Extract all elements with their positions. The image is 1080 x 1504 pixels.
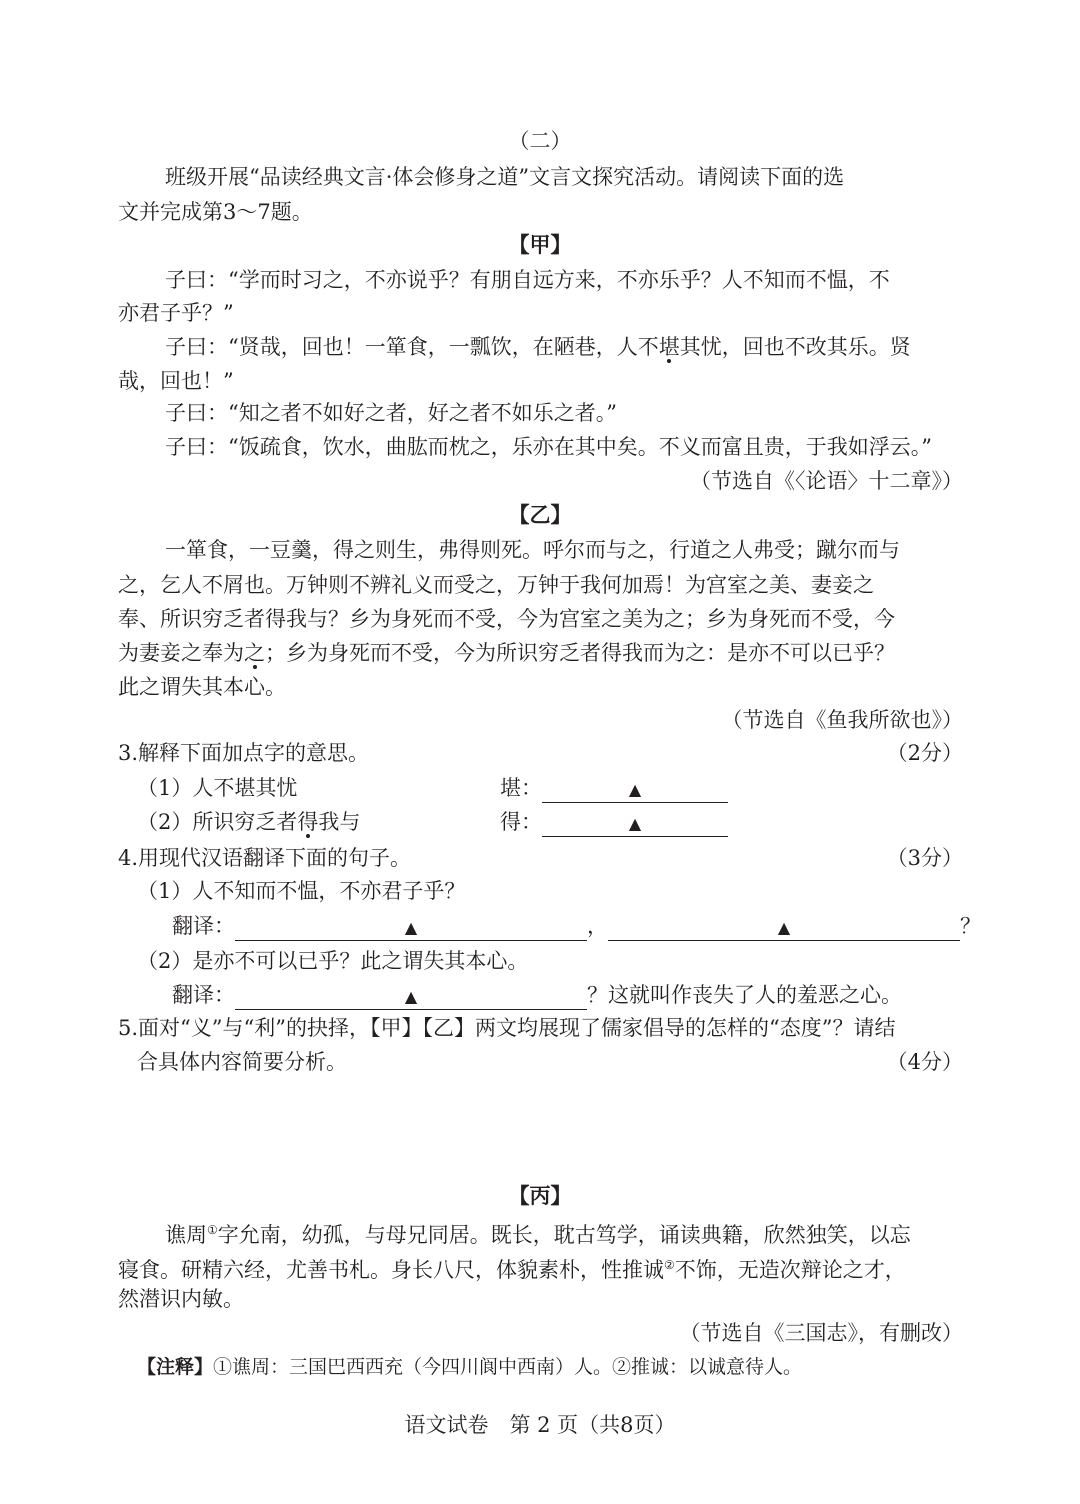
bing-line-2-text-a: 寝食。研精六经，尤善书札。身长八尺，体貌素朴，性推诚 (118, 1258, 664, 1282)
yi-line-2: 之，乞人不屑也。万钟则不辨礼义而受之，万钟于我何加焉！为宫室之美、妻妾之 (118, 573, 874, 597)
q3-answer-1-label: 堪： (500, 776, 542, 800)
q3-score: （2分） (886, 741, 963, 765)
q3-item-2 (137, 807, 360, 837)
jia-para-1-line-1: 子曰：“学而时习之，不亦说乎？有朋自远方来，不亦乐乎？人不知而不愠，不 (165, 268, 890, 292)
footnote-marker-1: ① (207, 1223, 218, 1237)
emphasis-char-kan: 堪 (658, 335, 680, 359)
q4-sentence-2: （2）是亦不可以已乎？此之谓失其本心。 (137, 949, 529, 973)
q3-item-1 (137, 773, 297, 803)
q4-translate-1-qmark: ？ (960, 914, 981, 938)
bing-line-2 (118, 1250, 906, 1285)
q3-item-1-text-a: （1）人不 (137, 776, 235, 800)
q4-translate-1-comma: ， (587, 914, 608, 938)
page-footer: 语文试卷 第 2 页（共8页） (404, 1413, 676, 1437)
jia-para-2-text-b: 其忧，回也不改其乐。贤 (679, 335, 911, 359)
bing-line-3: 然潜识内敏。 (118, 1287, 244, 1311)
yi-line-4 (118, 638, 895, 668)
yi-line-4-text-a: 为妻妾之奉为 (118, 641, 244, 665)
jia-para-2-text-a: 子曰：“贤哉，回也！一箪食，一瓢饮，在陋巷，人不 (165, 335, 659, 359)
q3-answer-2-blank[interactable]: ▲ (542, 812, 728, 837)
jia-heading: 【甲】 (508, 232, 572, 257)
q4-translate-2-suffix: ？这就叫作丧失了人的羞恶之心。 (587, 983, 902, 1007)
q3-answer-2 (500, 807, 728, 837)
q5-stem-line-1: 5.面对“义”与“利”的抉择，【甲】【乙】两文均展现了儒家倡导的怎样的“态度”？请结 (118, 1016, 896, 1040)
q3-stem: 3.解释下面加点字的意思。 (118, 741, 370, 765)
yi-line-1: 一箪食，一豆羹，得之则生，弗得则死。呼尔而与之，行道之人弗受；蹴尔而与 (165, 538, 900, 562)
q4-translate-1-blank-b[interactable]: ▲ (608, 916, 960, 941)
note-text: ①谯周：三国巴西西充（今四川阆中西南）人。②推诚：以诚意待人。 (213, 1356, 803, 1378)
q3-item-1-text-b: 其忧 (255, 776, 298, 800)
footnote-marker-2: ② (664, 1258, 675, 1272)
q4-translate-2-label: 翻译： (172, 983, 235, 1007)
intro-line-1: 班级开展“品读经典文言·体会修身之道”文言文探究活动。请阅读下面的选 (165, 165, 845, 189)
jia-para-4: 子曰：“饭疏食，饮水，曲肱而枕之，乐亦在其中矣。不义而富且贵，于我如浮云。” (165, 435, 932, 459)
yi-line-3: 奉、所识穷乏者得我与？乡为身死而不受，今为宫室之美为之；乡为身死而不受，今 (118, 607, 895, 631)
bing-line-1-text-b: 字允南，幼孤，与母兄同居。既长，耽古笃学，诵读典籍，欣然独笑，以忘 (217, 1223, 911, 1247)
q3-item-2-text-b: 我与 (318, 810, 361, 834)
bing-note (137, 1352, 802, 1382)
yi-heading: 【乙】 (508, 502, 572, 527)
bing-line-1 (165, 1215, 911, 1250)
bing-line-1-text-a: 谯周 (165, 1223, 207, 1247)
note-label: 【注释】 (137, 1356, 214, 1378)
intro-line-2: 文并完成第3～7题。 (118, 200, 313, 224)
emphasis-char-zhi: 之 (244, 641, 265, 665)
q4-translate-1-label: 翻译： (172, 914, 235, 938)
bing-source: （节选自《三国志》，有删改） (679, 1321, 963, 1345)
q4-translate-2 (172, 980, 902, 1010)
jia-source: （节选自《〈论语〉十二章》） (690, 469, 963, 493)
yi-line-5: 此之谓失其本心。 (118, 675, 286, 699)
q4-translate-2-blank[interactable]: ▲ (235, 985, 587, 1010)
q4-translate-1 (172, 911, 981, 941)
q4-sentence-1: （1）人不知而不愠，不亦君子乎？ (137, 879, 466, 903)
q4-score: （3分） (886, 846, 963, 870)
q3-answer-1 (500, 773, 728, 803)
bing-heading: 【丙】 (508, 1183, 572, 1208)
q4-translate-1-blank-a[interactable]: ▲ (235, 916, 587, 941)
emphasis-char-de: 得 (297, 810, 319, 834)
jia-para-2-line-1 (165, 332, 911, 362)
jia-para-3: 子曰：“知之者不如好之者，好之者不如乐之者。” (165, 401, 617, 425)
q3-answer-2-label: 得： (500, 810, 542, 834)
q5-score: （4分） (886, 1050, 963, 1074)
jia-para-2-line-2: 哉，回也！” (118, 369, 234, 393)
yi-line-4-text-b: ；乡为身死而不受，今为所识穷乏者得我而为之：是亦不可以已乎？ (265, 641, 895, 665)
q4-stem: 4.用现代汉语翻译下面的句子。 (118, 846, 412, 870)
bing-line-2-text-b: 不饰，无造次辩论之才， (674, 1258, 906, 1282)
q3-answer-1-blank[interactable]: ▲ (542, 778, 728, 803)
yi-source: （节选自《鱼我所欲也》） (721, 708, 963, 732)
q3-item-2-text-a: （2）所识穷乏者 (137, 810, 298, 834)
section-heading: （二） (508, 129, 572, 153)
jia-para-1-line-2: 亦君子乎？” (118, 301, 234, 325)
q3-item-1-char: 堪 (234, 776, 256, 800)
q5-stem-line-2: 合具体内容简要分析。 (137, 1050, 347, 1074)
